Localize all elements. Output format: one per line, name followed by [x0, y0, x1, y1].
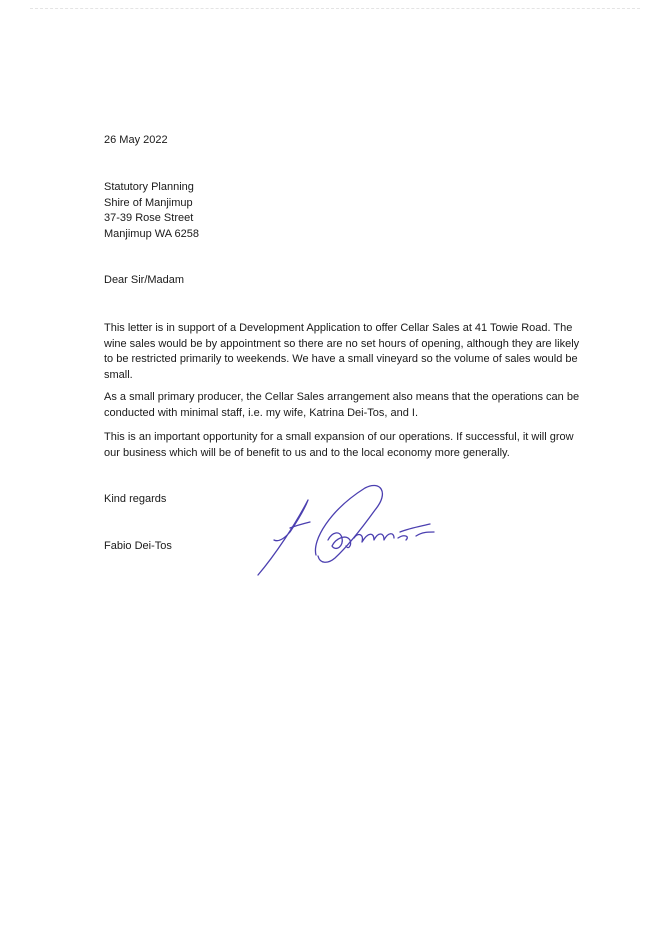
- handwritten-signature: [250, 480, 450, 585]
- body-paragraph-3: This is an important opportunity for a small expansion of our operations. If successful, it will grow our business which will be of benefit to us and to the local economy more generally.: [104, 431, 574, 459]
- letter-date: 26 May 2022: [104, 134, 168, 146]
- recipient-line-2: Shire of Manjimup: [104, 196, 193, 209]
- signatory-name: Fabio Dei-Tos: [104, 540, 172, 552]
- recipient-line-1: Statutory Planning: [104, 181, 194, 193]
- body-paragraph-1: This letter is in support of a Development Application to offer Cellar Sales at 41 Towie Road. The wine sales would be by appointment so there are no set hours of opening, although they are likely to be restricted primarily to weekends. We have a small vineyard so the volume of sales would be small.: [104, 322, 580, 381]
- recipient-line-3: 37-39 Rose Street: [104, 212, 194, 224]
- body-paragraph-2: As a small primary producer, the Cellar Sales arrangement also means that the operations can be conducted with minimal staff, i.e. my wife, Katrina Dei-Tos, and I.: [104, 391, 580, 419]
- scan-artifact-line: [30, 8, 640, 11]
- salutation: Dear Sir/Madam: [104, 274, 185, 286]
- recipient-line-4: Manjimup WA 6258: [104, 227, 199, 240]
- closing: Kind regards: [104, 493, 167, 505]
